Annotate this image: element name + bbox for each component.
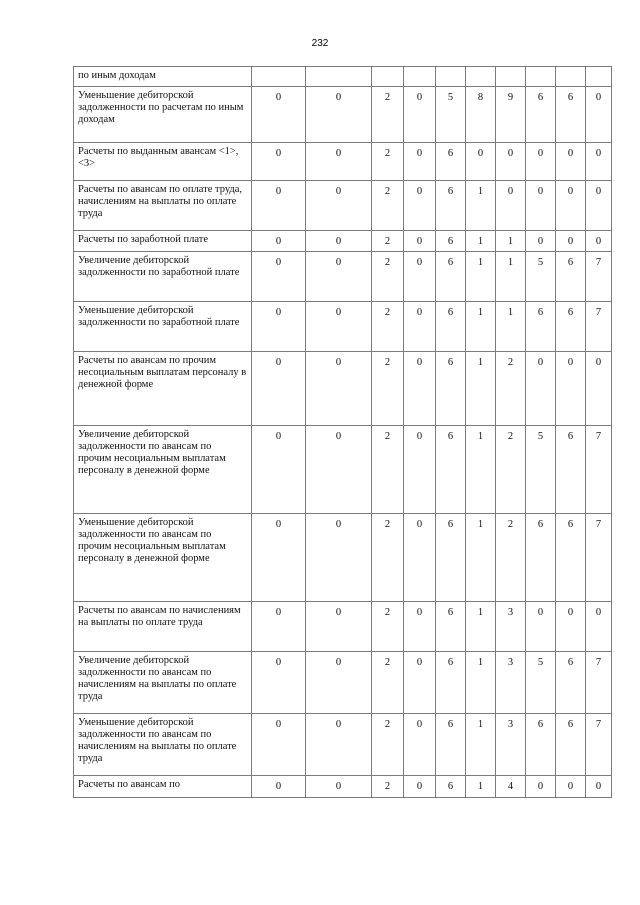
code-digit-cell: 0 [252,87,306,143]
code-digit-cell: 6 [556,252,586,302]
page-number: 232 [311,38,329,49]
code-digit-cell: 2 [372,652,404,714]
code-digit-cell: 0 [404,143,436,181]
code-digit-cell: 0 [306,602,372,652]
code-digit-cell [586,67,612,87]
code-digit-cell: 6 [436,252,466,302]
code-digit-cell: 2 [496,514,526,602]
code-digit-cell: 3 [496,714,526,776]
code-digit-cell: 2 [372,231,404,252]
code-digit-cell: 0 [556,352,586,426]
code-digit-cell: 0 [306,252,372,302]
code-digit-cell: 6 [526,714,556,776]
code-digit-cell: 0 [306,776,372,798]
table-row [74,67,612,87]
code-digit-cell: 5 [436,87,466,143]
code-digit-cell: 3 [496,602,526,652]
table-row [74,302,612,352]
code-digit-cell: 4 [496,776,526,798]
code-digit-cell: 2 [372,426,404,514]
code-digit-cell: 6 [556,87,586,143]
account-name-cell: Расчеты по авансам по оплате труда, начислениям на выплаты по оплате труда [74,181,252,231]
code-digit-cell [496,67,526,87]
code-digit-cell: 0 [306,231,372,252]
account-name-cell: Увеличение дебиторской задолженности по заработной плате [74,252,252,302]
code-digit-cell: 5 [526,252,556,302]
code-digit-cell: 2 [372,87,404,143]
code-digit-cell: 8 [466,87,496,143]
code-digit-cell: 0 [404,602,436,652]
code-digit-cell: 6 [436,143,466,181]
code-digit-cell: 0 [586,143,612,181]
code-digit-cell: 0 [586,231,612,252]
code-digit-cell: 0 [252,776,306,798]
code-digit-cell: 6 [436,181,466,231]
code-digit-cell: 0 [252,181,306,231]
code-digit-cell: 0 [306,514,372,602]
code-digit-cell: 0 [306,302,372,352]
table-row [74,143,612,181]
code-digit-cell: 0 [496,181,526,231]
code-digit-cell: 7 [586,426,612,514]
code-digit-cell: 0 [306,87,372,143]
table-row [74,602,612,652]
code-digit-cell: 0 [252,426,306,514]
code-digit-cell: 0 [404,181,436,231]
code-digit-cell: 5 [526,426,556,514]
code-digit-cell: 0 [404,302,436,352]
code-digit-cell: 0 [586,181,612,231]
code-digit-cell: 1 [466,602,496,652]
code-digit-cell: 0 [526,181,556,231]
code-digit-cell: 0 [586,602,612,652]
code-digit-cell: 0 [252,143,306,181]
account-name-cell: Уменьшение дебиторской задолженности по авансам по прочим несоциальным выплатам персоналу в денежной форме [74,514,252,602]
code-digit-cell: 0 [252,602,306,652]
code-digit-cell [404,67,436,87]
code-digit-cell: 0 [404,776,436,798]
code-digit-cell: 2 [372,352,404,426]
table-row [74,87,612,143]
table-row [74,231,612,252]
table-row [74,652,612,714]
code-digit-cell [466,67,496,87]
code-digit-cell: 1 [466,231,496,252]
code-digit-cell: 2 [372,714,404,776]
code-digit-cell: 0 [404,352,436,426]
account-name-cell: Расчеты по авансам по [74,776,252,798]
code-digit-cell: 2 [372,143,404,181]
table-row [74,252,612,302]
code-digit-cell: 9 [496,87,526,143]
code-digit-cell: 0 [306,714,372,776]
code-digit-cell: 0 [252,352,306,426]
code-digit-cell: 0 [526,143,556,181]
code-digit-cell: 2 [496,426,526,514]
code-digit-cell: 6 [526,514,556,602]
account-name-cell: Расчеты по авансам по прочим несоциальным выплатам персоналу в денежной форме [74,352,252,426]
code-digit-cell: 6 [526,87,556,143]
code-digit-cell: 6 [436,776,466,798]
code-digit-cell: 0 [526,602,556,652]
code-digit-cell [306,67,372,87]
code-digit-cell: 1 [466,652,496,714]
code-digit-cell [526,67,556,87]
code-digit-cell: 1 [466,181,496,231]
code-digit-cell: 0 [496,143,526,181]
account-name-cell: Расчеты по авансам по начислениям на выплаты по оплате труда [74,602,252,652]
code-digit-cell: 6 [556,514,586,602]
code-digit-cell: 6 [526,302,556,352]
code-digit-cell [252,67,306,87]
code-digit-cell: 2 [372,302,404,352]
code-digit-cell: 0 [306,426,372,514]
account-codes-table [73,66,612,798]
code-digit-cell: 0 [306,143,372,181]
code-digit-cell: 0 [306,181,372,231]
code-digit-cell: 6 [556,714,586,776]
account-name-cell: Расчеты по выданным авансам <1>, <3> [74,143,252,181]
code-digit-cell: 0 [556,776,586,798]
code-digit-cell: 0 [252,514,306,602]
code-digit-cell: 0 [252,652,306,714]
code-digit-cell: 2 [372,776,404,798]
code-digit-cell: 0 [556,602,586,652]
code-digit-cell: 0 [252,231,306,252]
account-name-cell: Расчеты по заработной плате [74,231,252,252]
code-digit-cell: 0 [526,352,556,426]
code-digit-cell: 2 [372,602,404,652]
table-row [74,776,612,798]
code-digit-cell: 2 [496,352,526,426]
code-digit-cell: 0 [404,514,436,602]
table-row [74,352,612,426]
code-digit-cell: 6 [556,652,586,714]
account-name-cell: Уменьшение дебиторской задолженности по авансам по начислениям на выплаты по оплате труда [74,714,252,776]
code-digit-cell: 0 [586,776,612,798]
code-digit-cell: 2 [372,514,404,602]
code-digit-cell: 1 [466,426,496,514]
code-digit-cell: 0 [586,352,612,426]
code-digit-cell: 5 [526,652,556,714]
code-digit-cell: 0 [404,714,436,776]
account-name-cell: Увеличение дебиторской задолженности по авансам по начислениям на выплаты по оплате труда [74,652,252,714]
code-digit-cell: 1 [466,514,496,602]
account-name-cell: Уменьшение дебиторской задолженности по расчетам по иным доходам [74,87,252,143]
code-digit-cell: 1 [496,302,526,352]
code-digit-cell: 1 [466,776,496,798]
code-digit-cell: 0 [556,231,586,252]
code-digit-cell: 6 [436,426,466,514]
code-digit-cell: 6 [436,602,466,652]
code-digit-cell [436,67,466,87]
code-digit-cell: 0 [404,426,436,514]
code-digit-cell: 3 [496,652,526,714]
code-digit-cell: 6 [556,302,586,352]
code-digit-cell: 0 [526,776,556,798]
account-name-cell: Уменьшение дебиторской задолженности по заработной плате [74,302,252,352]
code-digit-cell: 0 [404,87,436,143]
code-digit-cell: 1 [466,352,496,426]
code-digit-cell: 6 [436,652,466,714]
code-digit-cell: 6 [436,514,466,602]
code-digit-cell: 0 [556,181,586,231]
code-digit-cell: 0 [586,87,612,143]
code-digit-cell: 1 [496,252,526,302]
code-digit-cell: 0 [252,252,306,302]
code-digit-cell: 7 [586,652,612,714]
code-digit-cell: 1 [466,252,496,302]
code-digit-cell: 0 [306,352,372,426]
table-row [74,426,612,514]
code-digit-cell: 6 [436,714,466,776]
code-digit-cell: 6 [436,231,466,252]
code-digit-cell [372,67,404,87]
code-digit-cell: 0 [526,231,556,252]
code-digit-cell: 6 [436,352,466,426]
code-digit-cell: 1 [466,714,496,776]
code-digit-cell: 0 [252,302,306,352]
code-digit-cell: 0 [404,652,436,714]
code-digit-cell: 0 [252,714,306,776]
code-digit-cell: 7 [586,252,612,302]
table-row [74,714,612,776]
table-row [74,181,612,231]
code-digit-cell: 7 [586,514,612,602]
code-digit-cell: 2 [372,181,404,231]
account-name-cell: Увеличение дебиторской задолженности по авансам по прочим несоциальным выплатам персоналу в денежной форме [74,426,252,514]
code-digit-cell: 0 [556,143,586,181]
account-name-cell: по иным доходам [74,67,252,87]
table-row [74,514,612,602]
code-digit-cell: 1 [466,302,496,352]
code-digit-cell: 0 [404,231,436,252]
code-digit-cell [556,67,586,87]
code-digit-cell: 6 [436,302,466,352]
code-digit-cell: 2 [372,252,404,302]
table-body [74,67,612,798]
code-digit-cell: 7 [586,302,612,352]
code-digit-cell: 0 [306,652,372,714]
code-digit-cell: 6 [556,426,586,514]
code-digit-cell: 7 [586,714,612,776]
code-digit-cell: 1 [496,231,526,252]
code-digit-cell: 0 [404,252,436,302]
code-digit-cell: 0 [466,143,496,181]
